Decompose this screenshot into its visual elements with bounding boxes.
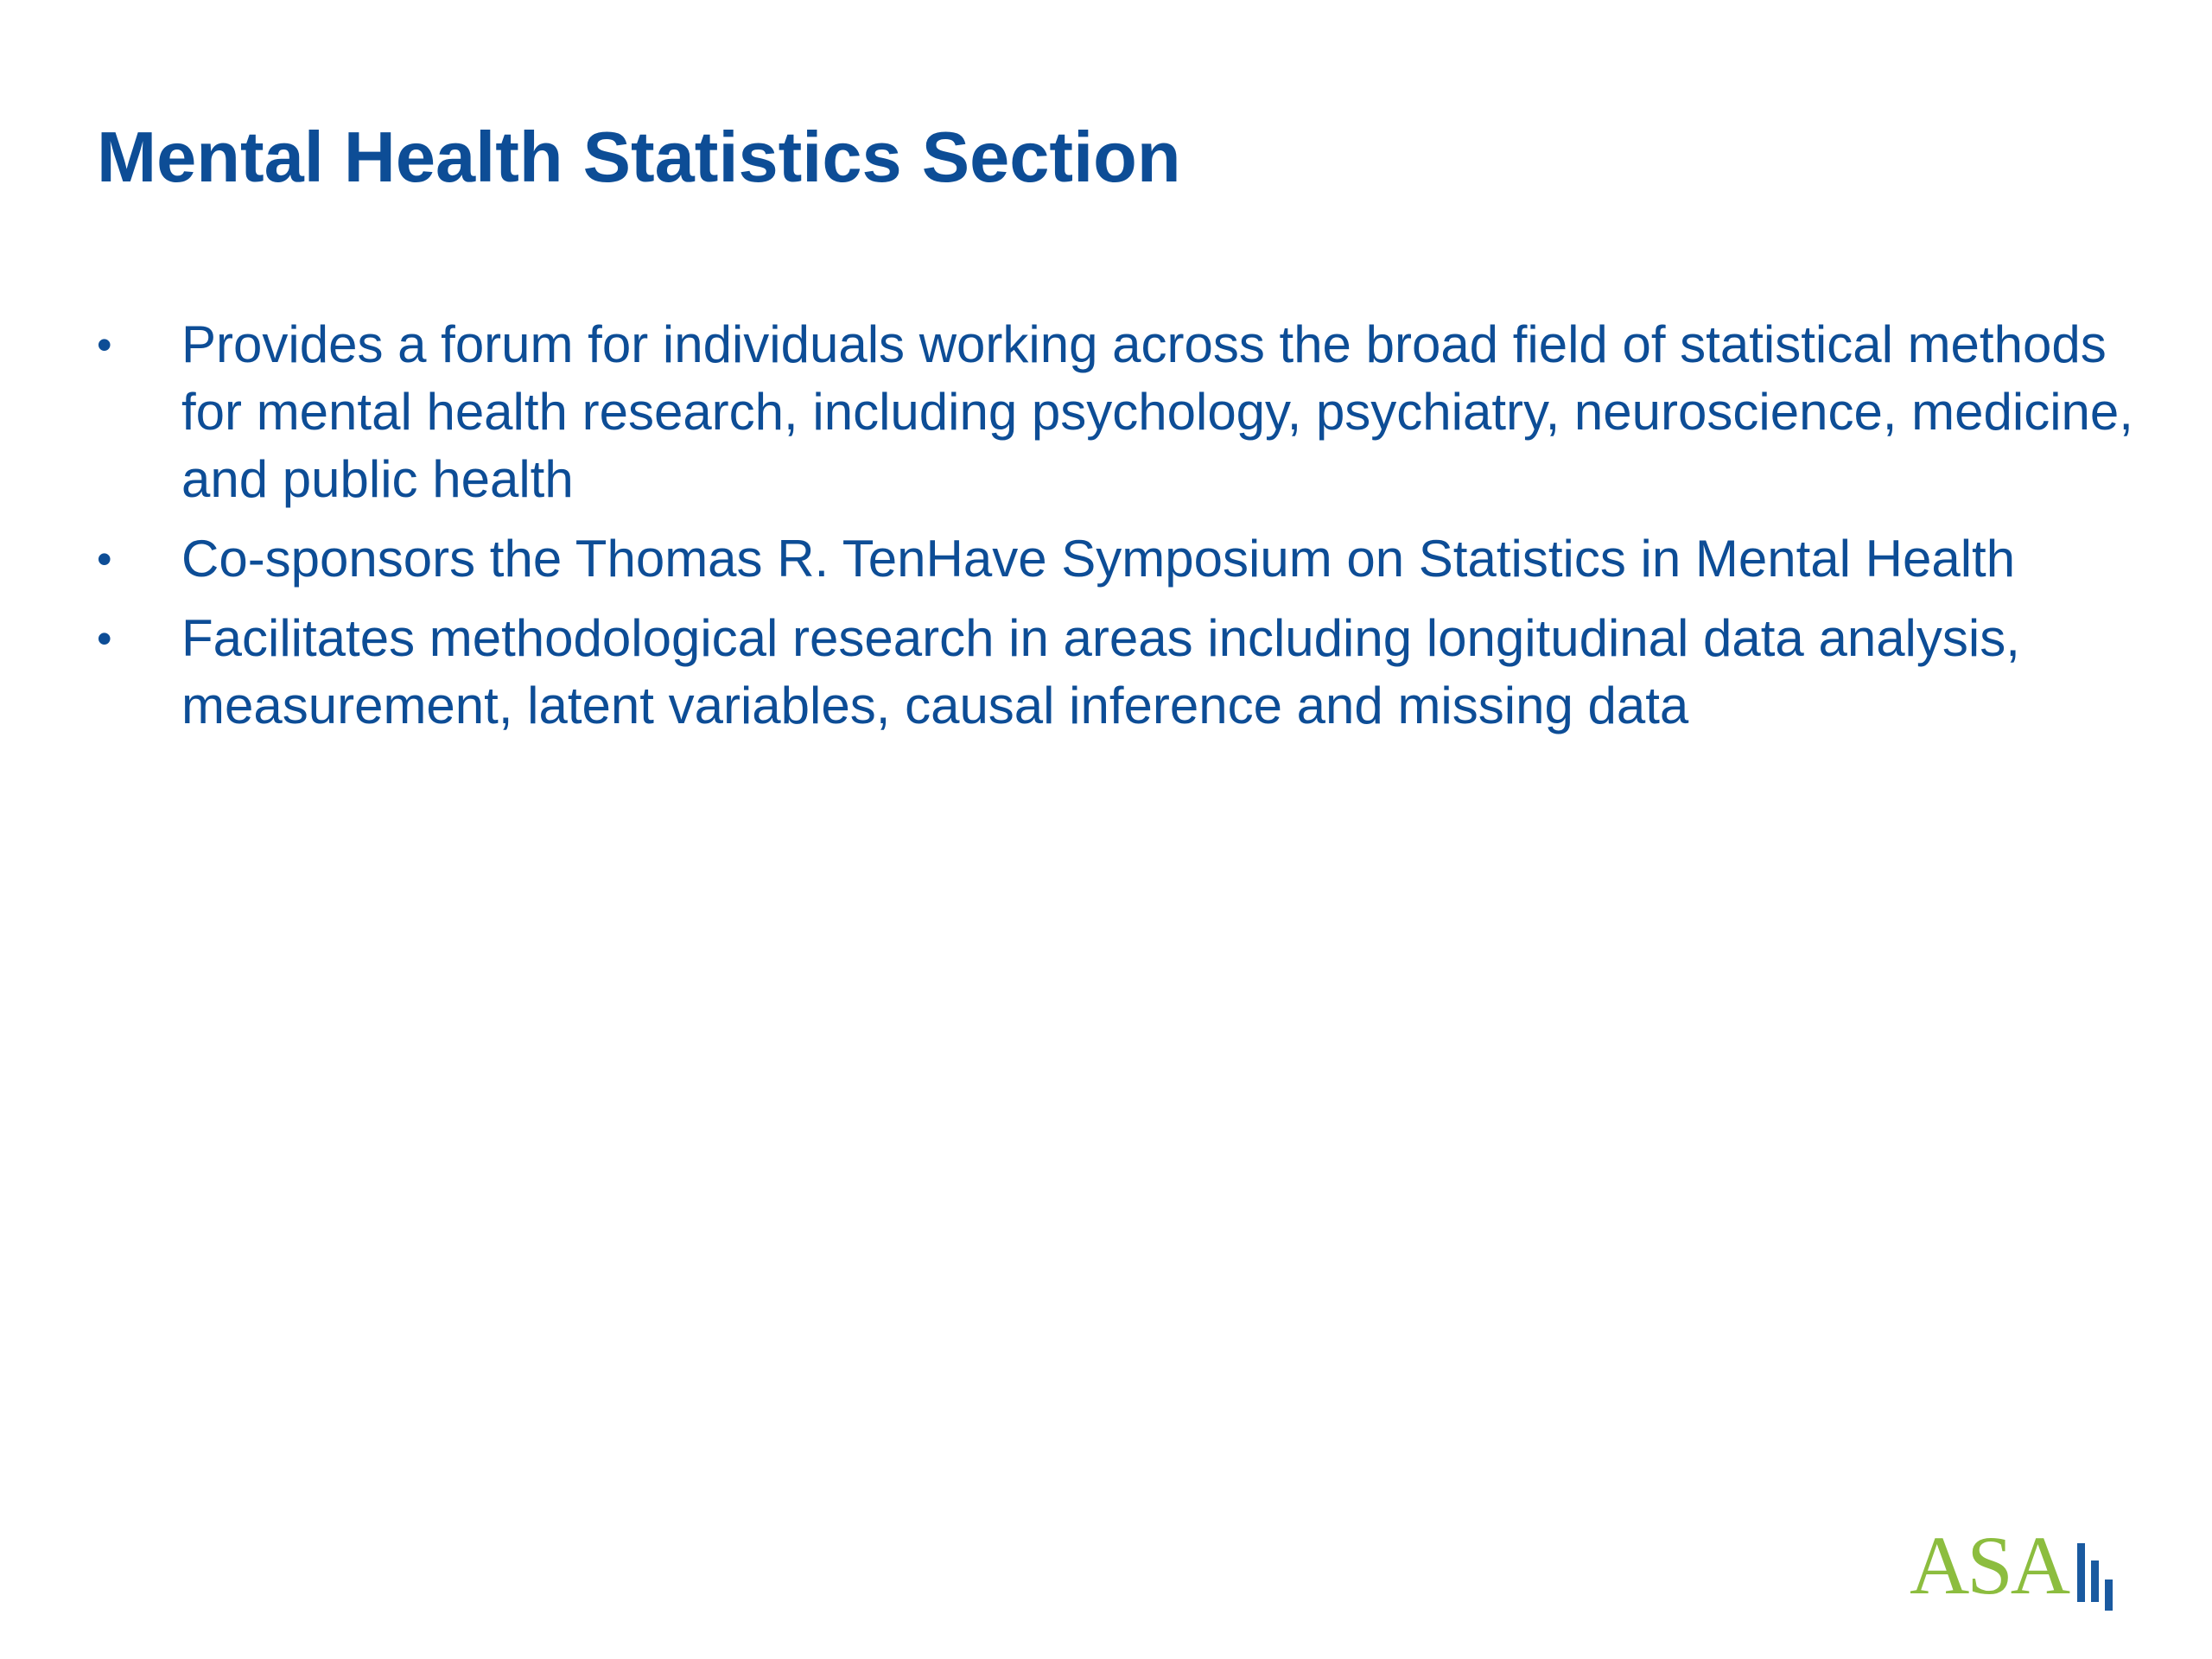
bullet-list <box>97 311 2136 752</box>
bullet-marker: • <box>97 614 112 663</box>
logo-bar <box>2091 1560 2099 1602</box>
slide-title: Mental Health Statistics Section <box>97 117 1181 197</box>
bullet-text: Co-sponsors the Thomas R. TenHave Symposium on Statistics in Mental Health <box>181 530 2016 588</box>
bullet-marker: • <box>97 321 112 369</box>
asa-bars-logo-icon <box>2074 1531 2126 1618</box>
bullet-item <box>97 605 2136 740</box>
bullet-item <box>97 311 2136 513</box>
bullet-item <box>97 525 2136 593</box>
asa-logo <box>1910 1519 2134 1611</box>
logo-bar <box>2105 1580 2113 1611</box>
logo-bar <box>2077 1543 2085 1602</box>
bullet-marker: • <box>97 535 112 583</box>
bullet-text: Facilitates methodological research in areas including longitudinal data analysis, measurement, latent variables, causal inference and missing data <box>181 609 2020 734</box>
bullet-text: Provides a forum for individuals working across the broad field of statistical methods for mental health research, including psychology, psychiatry, neuroscience, medicine, and public health <box>181 315 2133 508</box>
asa-logo-text: ASA <box>1910 1519 2069 1611</box>
